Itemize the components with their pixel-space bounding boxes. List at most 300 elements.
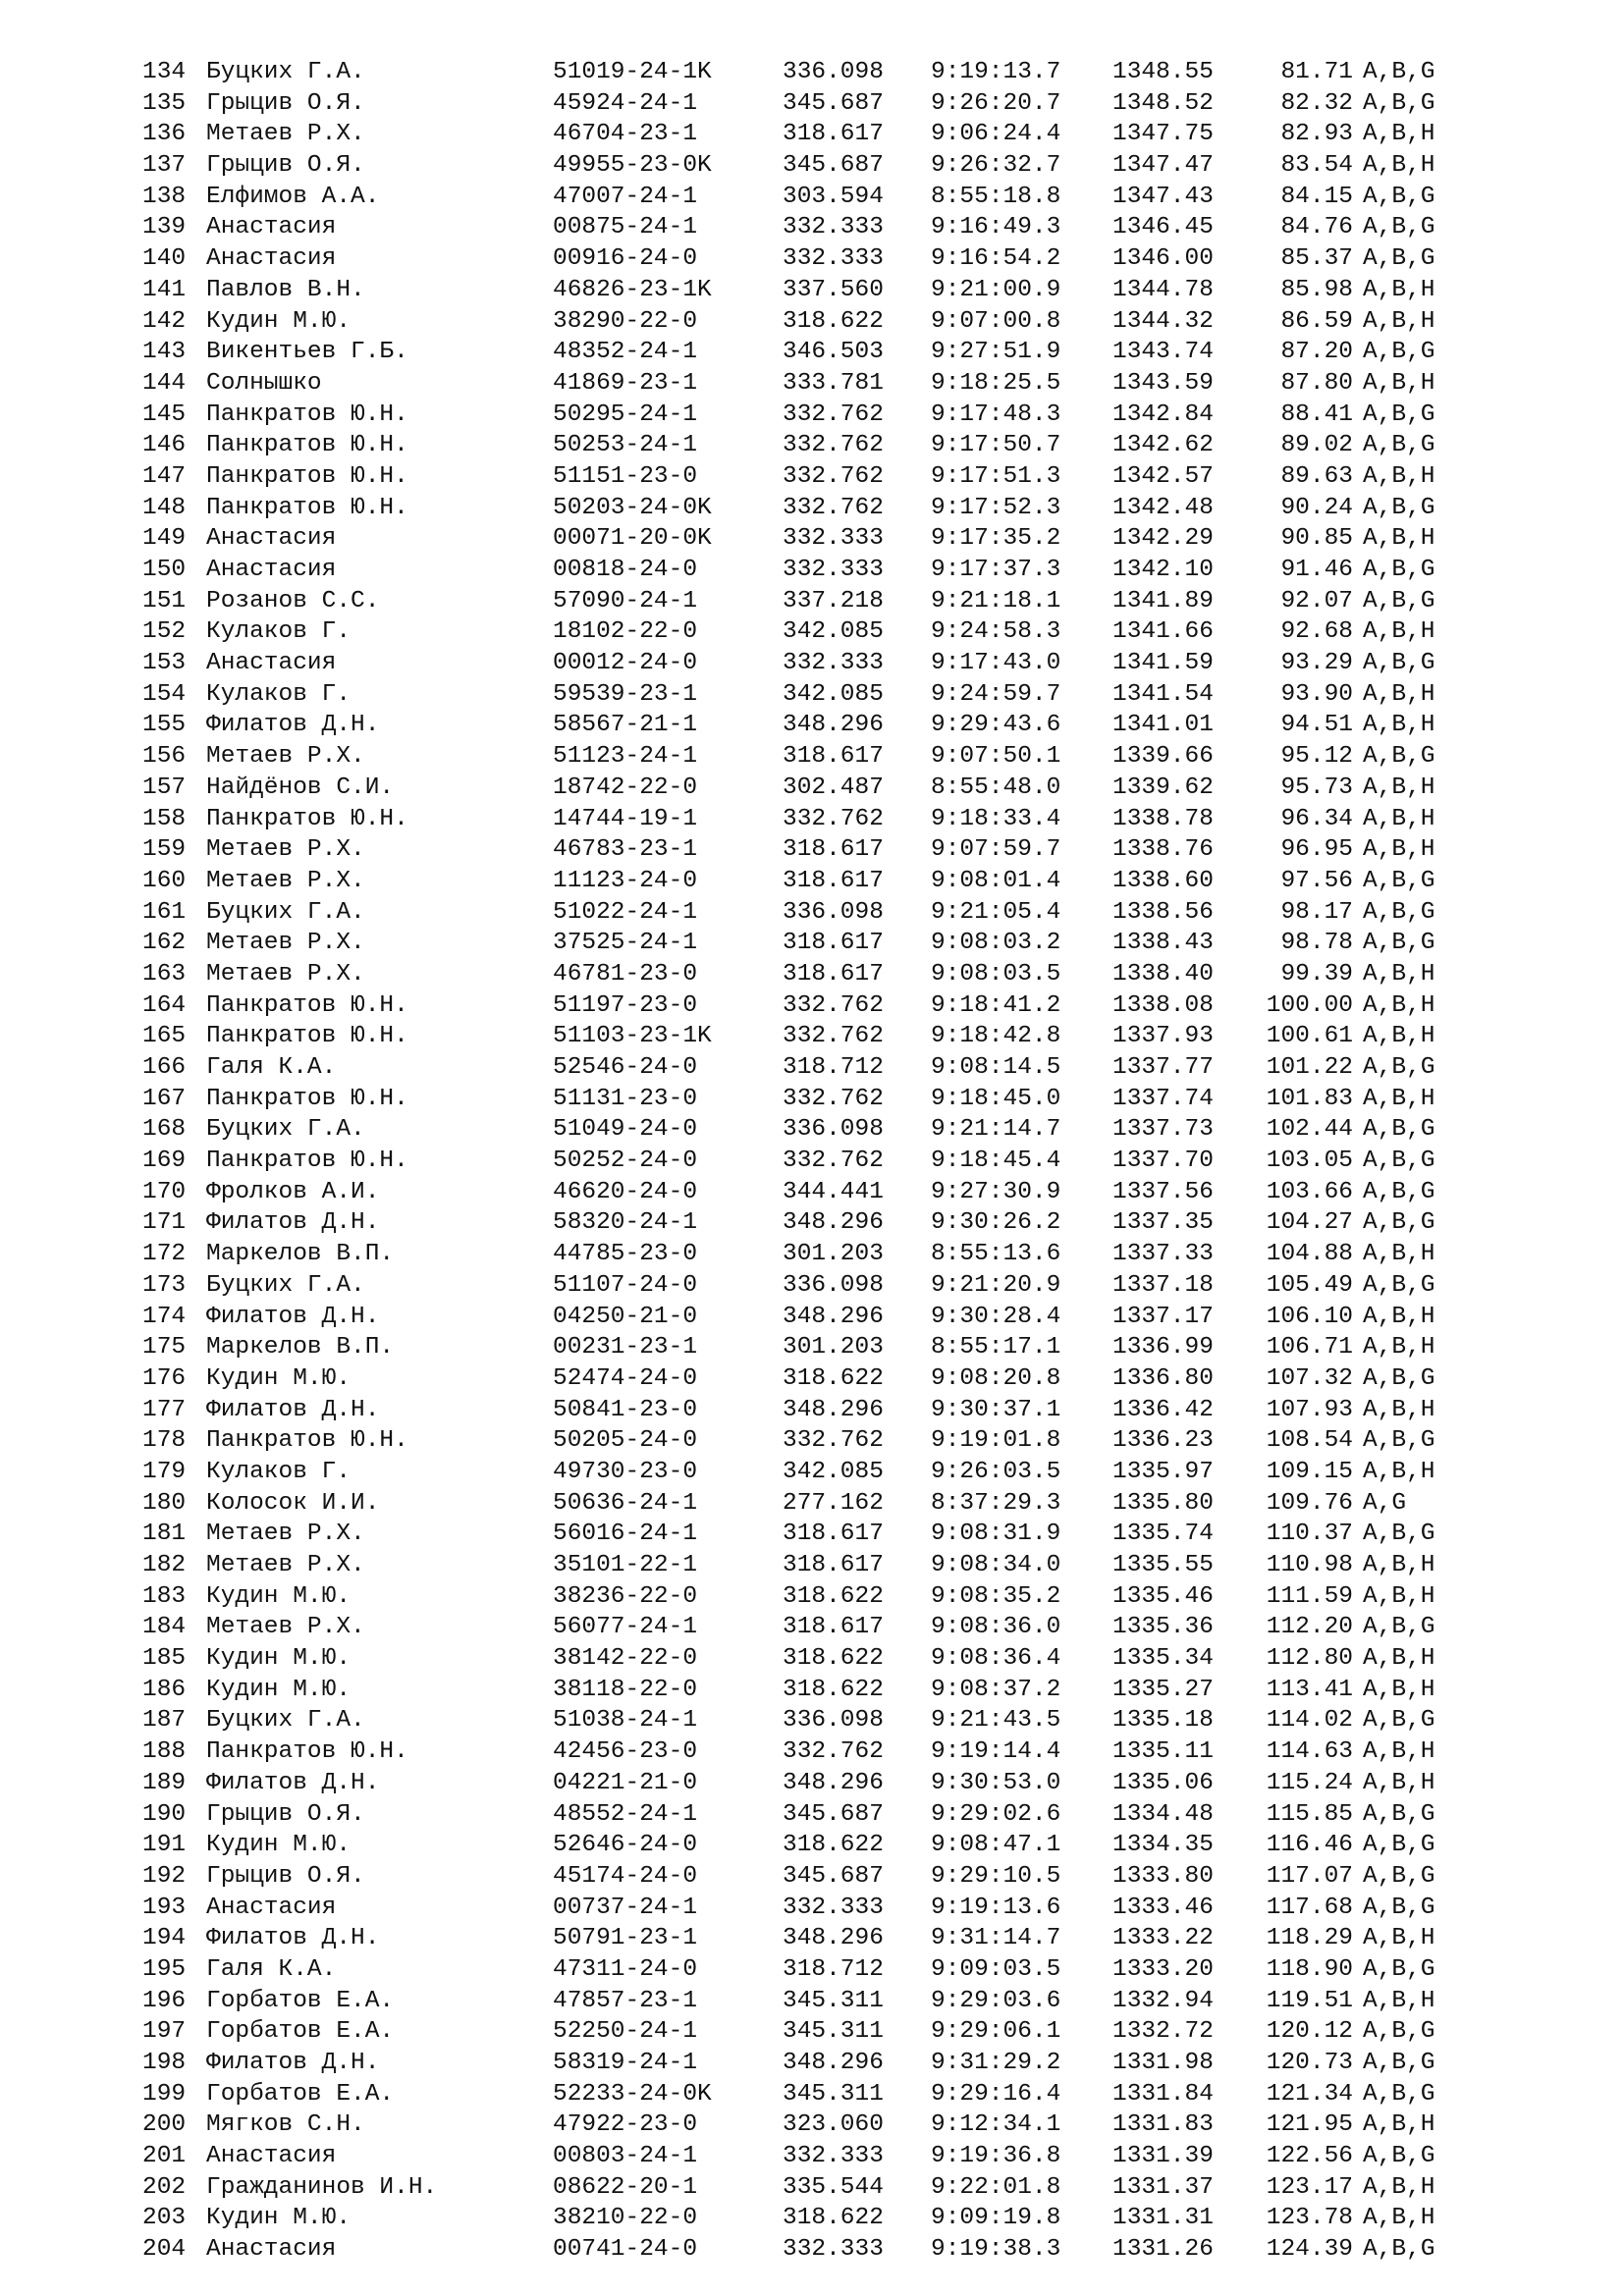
- speed: 1335.36: [1112, 1614, 1214, 1641]
- ring-number: 47922-23-0: [553, 2111, 698, 2139]
- points: 94.51: [1280, 712, 1353, 739]
- points: 101.22: [1266, 1054, 1353, 1081]
- place-number: 156: [142, 743, 187, 771]
- speed: 1335.34: [1112, 1645, 1214, 1673]
- categories: A,B,H: [1363, 774, 1435, 801]
- speed: 1337.33: [1112, 1241, 1214, 1268]
- fancier-name: Кулаков Г.: [206, 1458, 352, 1485]
- place-number: 184: [142, 1614, 187, 1641]
- speed: 1335.55: [1112, 1552, 1214, 1578]
- place-number: 183: [142, 1582, 187, 1610]
- place-number: 168: [142, 1116, 187, 1144]
- distance-km: 336.098: [783, 59, 884, 85]
- place-number: 140: [142, 245, 187, 273]
- distance-km: 345.311: [783, 2018, 884, 2046]
- points: 111.59: [1266, 1582, 1353, 1610]
- place-number: 186: [142, 1676, 187, 1703]
- arrival-time: 9:12:34.1: [931, 2111, 1061, 2139]
- ring-number: 45924-24-1: [553, 89, 698, 117]
- speed: 1337.74: [1112, 1085, 1214, 1112]
- categories: A,B,H: [1363, 618, 1435, 646]
- arrival-time: 9:08:03.5: [931, 960, 1061, 988]
- ring-number: 42456-23-0: [553, 1738, 698, 1766]
- arrival-time: 9:07:50.1: [931, 743, 1061, 771]
- distance-km: 345.311: [783, 2080, 884, 2108]
- distance-km: 318.622: [783, 1364, 884, 1392]
- place-number: 177: [142, 1396, 187, 1423]
- arrival-time: 9:08:01.4: [931, 867, 1061, 894]
- speed: 1335.80: [1112, 1489, 1214, 1517]
- categories: A,B,G: [1363, 1427, 1435, 1455]
- place-number: 167: [142, 1085, 187, 1112]
- fancier-name: Горбатов Е.А.: [206, 1987, 395, 2014]
- arrival-time: 9:08:35.2: [931, 1582, 1061, 1610]
- points: 115.24: [1266, 1769, 1353, 1796]
- speed: 1336.42: [1112, 1396, 1214, 1423]
- place-number: 175: [142, 1334, 187, 1362]
- place-number: 138: [142, 183, 187, 210]
- fancier-name: Буцких Г.А.: [206, 898, 365, 926]
- categories: A,B,G: [1363, 400, 1435, 428]
- points: 121.34: [1266, 2080, 1353, 2108]
- points: 82.93: [1280, 121, 1353, 148]
- distance-km: 348.296: [783, 1303, 884, 1330]
- speed: 1335.18: [1112, 1707, 1214, 1735]
- points: 113.41: [1266, 1676, 1353, 1703]
- points: 116.46: [1266, 1832, 1353, 1859]
- speed: 1346.00: [1112, 245, 1214, 273]
- ring-number: 51131-23-0: [553, 1085, 698, 1112]
- speed: 1347.43: [1112, 183, 1214, 210]
- categories: A,B,G: [1363, 1271, 1435, 1299]
- speed: 1335.06: [1112, 1769, 1214, 1796]
- categories: A,B,G: [1363, 2143, 1435, 2170]
- place-number: 200: [142, 2111, 187, 2139]
- distance-km: 318.712: [783, 1955, 884, 1983]
- ring-number: 00071-20-0K: [553, 525, 712, 553]
- points: 107.93: [1266, 1396, 1353, 1423]
- distance-km: 345.311: [783, 1987, 884, 2014]
- fancier-name: Анастасия: [206, 2143, 337, 2170]
- ring-number: 50791-23-1: [553, 1925, 698, 1952]
- fancier-name: Панкратов Ю.Н.: [206, 805, 408, 832]
- ring-number: 50636-24-1: [553, 1489, 698, 1517]
- fancier-name: Кудин М.Ю.: [206, 1364, 352, 1392]
- distance-km: 332.333: [783, 557, 884, 583]
- fancier-name: Колосок И.И.: [206, 1489, 380, 1517]
- speed: 1341.54: [1112, 680, 1214, 708]
- distance-km: 348.296: [783, 712, 884, 739]
- place-number: 193: [142, 1894, 187, 1921]
- distance-km: 323.060: [783, 2111, 884, 2139]
- points: 123.78: [1266, 2205, 1353, 2232]
- points: 118.90: [1266, 1955, 1353, 1983]
- ring-number: 08622-20-1: [553, 2173, 698, 2201]
- arrival-time: 9:16:49.3: [931, 214, 1061, 241]
- points: 93.90: [1280, 680, 1353, 708]
- fancier-name: Метаев Р.Х.: [206, 1552, 365, 1578]
- points: 112.20: [1266, 1614, 1353, 1641]
- ring-number: 38210-22-0: [553, 2205, 698, 2232]
- speed: 1343.59: [1112, 369, 1214, 397]
- categories: A,B,H: [1363, 1023, 1435, 1050]
- distance-km: 332.762: [783, 1023, 884, 1050]
- points: 95.12: [1280, 743, 1353, 771]
- place-number: 192: [142, 1862, 187, 1890]
- fancier-name: Буцких Г.А.: [206, 1116, 365, 1144]
- distance-km: 318.617: [783, 1521, 884, 1548]
- points: 88.41: [1280, 400, 1353, 428]
- categories: A,B,H: [1363, 805, 1435, 832]
- speed: 1337.17: [1112, 1303, 1214, 1330]
- fancier-name: Филатов Д.Н.: [206, 1396, 380, 1423]
- ring-number: 00818-24-0: [553, 557, 698, 583]
- categories: A,B,G: [1363, 587, 1435, 614]
- arrival-time: 9:26:20.7: [931, 89, 1061, 117]
- fancier-name: Кулаков Г.: [206, 680, 352, 708]
- distance-km: 332.762: [783, 462, 884, 490]
- distance-km: 332.333: [783, 2236, 884, 2264]
- speed: 1342.62: [1112, 432, 1214, 459]
- points: 90.24: [1280, 494, 1353, 521]
- fancier-name: Филатов Д.Н.: [206, 1303, 380, 1330]
- speed: 1341.59: [1112, 650, 1214, 677]
- distance-km: 336.098: [783, 1116, 884, 1144]
- arrival-time: 9:17:43.0: [931, 650, 1061, 677]
- arrival-time: 9:08:20.8: [931, 1364, 1061, 1392]
- place-number: 137: [142, 152, 187, 180]
- points: 122.56: [1266, 2143, 1353, 2170]
- arrival-time: 9:18:42.8: [931, 1023, 1061, 1050]
- distance-km: 318.712: [783, 1054, 884, 1081]
- categories: A,B,H: [1363, 1987, 1435, 2014]
- categories: A,B,H: [1363, 836, 1435, 864]
- ring-number: 48352-24-1: [553, 339, 698, 366]
- speed: 1331.37: [1112, 2173, 1214, 2201]
- speed: 1337.56: [1112, 1178, 1214, 1205]
- points: 98.17: [1280, 898, 1353, 926]
- ring-number: 51107-24-0: [553, 1271, 698, 1299]
- arrival-time: 9:08:36.0: [931, 1614, 1061, 1641]
- points: 86.59: [1280, 307, 1353, 335]
- points: 118.29: [1266, 1925, 1353, 1952]
- speed: 1339.62: [1112, 774, 1214, 801]
- fancier-name: Панкратов Ю.Н.: [206, 991, 408, 1019]
- place-number: 152: [142, 618, 187, 646]
- place-number: 153: [142, 650, 187, 677]
- categories: A,B,H: [1363, 2205, 1435, 2232]
- arrival-time: 9:17:37.3: [931, 557, 1061, 583]
- speed: 1342.84: [1112, 400, 1214, 428]
- fancier-name: Анастасия: [206, 1894, 337, 1921]
- distance-km: 342.085: [783, 618, 884, 646]
- place-number: 147: [142, 462, 187, 490]
- arrival-time: 9:19:13.7: [931, 59, 1061, 85]
- categories: A,B,G: [1363, 898, 1435, 926]
- arrival-time: 9:29:02.6: [931, 1800, 1061, 1828]
- categories: A,B,H: [1363, 1769, 1435, 1796]
- fancier-name: Панкратов Ю.Н.: [206, 1148, 408, 1175]
- distance-km: 345.687: [783, 1800, 884, 1828]
- arrival-time: 9:17:35.2: [931, 525, 1061, 553]
- place-number: 174: [142, 1303, 187, 1330]
- points: 97.56: [1280, 867, 1353, 894]
- distance-km: 335.544: [783, 2173, 884, 2201]
- ring-number: 51019-24-1K: [553, 59, 712, 85]
- categories: A,B,H: [1363, 121, 1435, 148]
- fancier-name: Солнышко: [206, 369, 322, 397]
- arrival-time: 8:37:29.3: [931, 1489, 1061, 1517]
- ring-number: 04250-21-0: [553, 1303, 698, 1330]
- arrival-time: 9:21:00.9: [931, 276, 1061, 303]
- fancier-name: Филатов Д.Н.: [206, 1925, 380, 1952]
- arrival-time: 9:30:53.0: [931, 1769, 1061, 1796]
- points: 92.07: [1280, 587, 1353, 614]
- fancier-name: Найдёнов С.И.: [206, 774, 395, 801]
- ring-number: 47007-24-1: [553, 183, 698, 210]
- place-number: 159: [142, 836, 187, 864]
- place-number: 187: [142, 1707, 187, 1735]
- categories: A,B,H: [1363, 960, 1435, 988]
- points: 85.98: [1280, 276, 1353, 303]
- distance-km: 318.622: [783, 1645, 884, 1673]
- arrival-time: 9:08:14.5: [931, 1054, 1061, 1081]
- place-number: 145: [142, 400, 187, 428]
- points: 121.95: [1266, 2111, 1353, 2139]
- arrival-time: 9:21:14.7: [931, 1116, 1061, 1144]
- categories: A,B,H: [1363, 1085, 1435, 1112]
- categories: A,B,H: [1363, 1738, 1435, 1766]
- ring-number: 04221-21-0: [553, 1769, 698, 1796]
- arrival-time: 9:09:19.8: [931, 2205, 1061, 2232]
- ring-number: 44785-23-0: [553, 1241, 698, 1268]
- distance-km: 332.333: [783, 1894, 884, 1921]
- points: 81.71: [1280, 59, 1353, 85]
- place-number: 199: [142, 2080, 187, 2108]
- arrival-time: 8:55:18.8: [931, 183, 1061, 210]
- ring-number: 37525-24-1: [553, 930, 698, 957]
- distance-km: 318.617: [783, 1552, 884, 1578]
- ring-number: 58567-21-1: [553, 712, 698, 739]
- fancier-name: Елфимов А.А.: [206, 183, 380, 210]
- distance-km: 301.203: [783, 1334, 884, 1362]
- ring-number: 51197-23-0: [553, 991, 698, 1019]
- speed: 1334.35: [1112, 1832, 1214, 1859]
- points: 102.44: [1266, 1116, 1353, 1144]
- place-number: 169: [142, 1148, 187, 1175]
- fancier-name: Метаев Р.Х.: [206, 930, 365, 957]
- categories: A,B,G: [1363, 214, 1435, 241]
- distance-km: 332.762: [783, 1738, 884, 1766]
- categories: A,B,H: [1363, 1925, 1435, 1952]
- place-number: 157: [142, 774, 187, 801]
- points: 124.39: [1266, 2236, 1353, 2264]
- categories: A,B,H: [1363, 1396, 1435, 1423]
- fancier-name: Филатов Д.Н.: [206, 712, 380, 739]
- arrival-time: 9:18:41.2: [931, 991, 1061, 1019]
- place-number: 148: [142, 494, 187, 521]
- fancier-name: Горбатов Е.А.: [206, 2018, 395, 2046]
- ring-number: 51022-24-1: [553, 898, 698, 926]
- place-number: 161: [142, 898, 187, 926]
- fancier-name: Кудин М.Ю.: [206, 1582, 352, 1610]
- categories: A,B,G: [1363, 2080, 1435, 2108]
- arrival-time: 8:55:13.6: [931, 1241, 1061, 1268]
- speed: 1333.46: [1112, 1894, 1214, 1921]
- distance-km: 332.762: [783, 400, 884, 428]
- ring-number: 11123-24-0: [553, 867, 698, 894]
- place-number: 171: [142, 1209, 187, 1237]
- fancier-name: Анастасия: [206, 245, 337, 273]
- categories: A,B,G: [1363, 339, 1435, 366]
- distance-km: 333.781: [783, 369, 884, 397]
- fancier-name: Маркелов В.П.: [206, 1334, 395, 1362]
- arrival-time: 9:29:06.1: [931, 2018, 1061, 2046]
- distance-km: 318.617: [783, 1614, 884, 1641]
- ring-number: 51151-23-0: [553, 462, 698, 490]
- categories: A,B,G: [1363, 557, 1435, 583]
- speed: 1347.47: [1112, 152, 1214, 180]
- points: 114.02: [1266, 1707, 1353, 1735]
- fancier-name: Панкратов Ю.Н.: [206, 1738, 408, 1766]
- distance-km: 336.098: [783, 1707, 884, 1735]
- arrival-time: 9:17:50.7: [931, 432, 1061, 459]
- speed: 1341.01: [1112, 712, 1214, 739]
- categories: A,B,G: [1363, 1707, 1435, 1735]
- points: 117.68: [1266, 1894, 1353, 1921]
- points: 100.61: [1266, 1023, 1353, 1050]
- speed: 1342.29: [1112, 525, 1214, 553]
- ring-number: 50205-24-0: [553, 1427, 698, 1455]
- arrival-time: 9:19:13.6: [931, 1894, 1061, 1921]
- fancier-name: Галя К.А.: [206, 1955, 337, 1983]
- distance-km: 318.617: [783, 960, 884, 988]
- fancier-name: Кудин М.Ю.: [206, 307, 352, 335]
- distance-km: 332.333: [783, 650, 884, 677]
- fancier-name: Анастасия: [206, 525, 337, 553]
- arrival-time: 9:07:59.7: [931, 836, 1061, 864]
- arrival-time: 9:31:14.7: [931, 1925, 1061, 1952]
- categories: A,B,H: [1363, 1582, 1435, 1610]
- speed: 1333.22: [1112, 1925, 1214, 1952]
- arrival-time: 9:29:03.6: [931, 1987, 1061, 2014]
- arrival-time: 9:08:37.2: [931, 1676, 1061, 1703]
- distance-km: 337.218: [783, 587, 884, 614]
- fancier-name: Метаев Р.Х.: [206, 867, 365, 894]
- ring-number: 46826-23-1K: [553, 276, 712, 303]
- ring-number: 59539-23-1: [553, 680, 698, 708]
- arrival-time: 9:17:48.3: [931, 400, 1061, 428]
- speed: 1331.26: [1112, 2236, 1214, 2264]
- points: 93.29: [1280, 650, 1353, 677]
- arrival-time: 9:08:47.1: [931, 1832, 1061, 1859]
- distance-km: 348.296: [783, 1209, 884, 1237]
- points: 109.15: [1266, 1458, 1353, 1485]
- speed: 1336.99: [1112, 1334, 1214, 1362]
- place-number: 204: [142, 2236, 187, 2264]
- categories: A,B,G: [1363, 1862, 1435, 1890]
- points: 117.07: [1266, 1862, 1353, 1890]
- categories: A,B,G: [1363, 59, 1435, 85]
- place-number: 201: [142, 2143, 187, 2170]
- speed: 1337.73: [1112, 1116, 1214, 1144]
- fancier-name: Панкратов Ю.Н.: [206, 400, 408, 428]
- categories: A,B,G: [1363, 89, 1435, 117]
- distance-km: 348.296: [783, 2050, 884, 2076]
- points: 82.32: [1280, 89, 1353, 117]
- speed: 1339.66: [1112, 743, 1214, 771]
- distance-km: 336.098: [783, 898, 884, 926]
- distance-km: 318.617: [783, 867, 884, 894]
- arrival-time: 9:21:05.4: [931, 898, 1061, 926]
- place-number: 149: [142, 525, 187, 553]
- categories: A,B,G: [1363, 1614, 1435, 1641]
- arrival-time: 9:08:31.9: [931, 1521, 1061, 1548]
- fancier-name: Розанов С.С.: [206, 587, 380, 614]
- categories: A,B,H: [1363, 1334, 1435, 1362]
- place-number: 164: [142, 991, 187, 1019]
- distance-km: 318.622: [783, 1832, 884, 1859]
- categories: A,B,H: [1363, 712, 1435, 739]
- ring-number: 38236-22-0: [553, 1582, 698, 1610]
- distance-km: 345.687: [783, 1862, 884, 1890]
- arrival-time: 9:27:30.9: [931, 1178, 1061, 1205]
- place-number: 163: [142, 960, 187, 988]
- arrival-time: 8:55:17.1: [931, 1334, 1061, 1362]
- place-number: 185: [142, 1645, 187, 1673]
- speed: 1338.08: [1112, 991, 1214, 1019]
- place-number: 165: [142, 1023, 187, 1050]
- ring-number: 51049-24-0: [553, 1116, 698, 1144]
- arrival-time: 9:22:01.8: [931, 2173, 1061, 2201]
- fancier-name: Грыцив О.Я.: [206, 1862, 365, 1890]
- points: 114.63: [1266, 1738, 1353, 1766]
- fancier-name: Грыцив О.Я.: [206, 89, 365, 117]
- speed: 1331.84: [1112, 2080, 1214, 2108]
- place-number: 180: [142, 1489, 187, 1517]
- arrival-time: 9:18:33.4: [931, 805, 1061, 832]
- categories: A,B,G: [1363, 494, 1435, 521]
- place-number: 176: [142, 1364, 187, 1392]
- distance-km: 348.296: [783, 1769, 884, 1796]
- distance-km: 318.617: [783, 836, 884, 864]
- place-number: 172: [142, 1241, 187, 1268]
- categories: A,B,G: [1363, 245, 1435, 273]
- points: 106.10: [1266, 1303, 1353, 1330]
- fancier-name: Панкратов Ю.Н.: [206, 462, 408, 490]
- speed: 1335.74: [1112, 1521, 1214, 1548]
- place-number: 179: [142, 1458, 187, 1485]
- fancier-name: Панкратов Ю.Н.: [206, 1023, 408, 1050]
- points: 106.71: [1266, 1334, 1353, 1362]
- categories: A,B,G: [1363, 1054, 1435, 1081]
- points: 85.37: [1280, 245, 1353, 273]
- fancier-name: Панкратов Ю.Н.: [206, 1427, 408, 1455]
- place-number: 202: [142, 2173, 187, 2201]
- place-number: 146: [142, 432, 187, 459]
- distance-km: 332.762: [783, 494, 884, 521]
- points: 120.73: [1266, 2050, 1353, 2076]
- fancier-name: Филатов Д.Н.: [206, 1769, 380, 1796]
- ring-number: 50295-24-1: [553, 400, 698, 428]
- distance-km: 332.333: [783, 245, 884, 273]
- fancier-name: Викентьев Г.Б.: [206, 339, 408, 366]
- arrival-time: 9:17:51.3: [931, 462, 1061, 490]
- arrival-time: 9:27:51.9: [931, 339, 1061, 366]
- fancier-name: Метаев Р.Х.: [206, 1614, 365, 1641]
- distance-km: 345.687: [783, 152, 884, 180]
- ring-number: 50841-23-0: [553, 1396, 698, 1423]
